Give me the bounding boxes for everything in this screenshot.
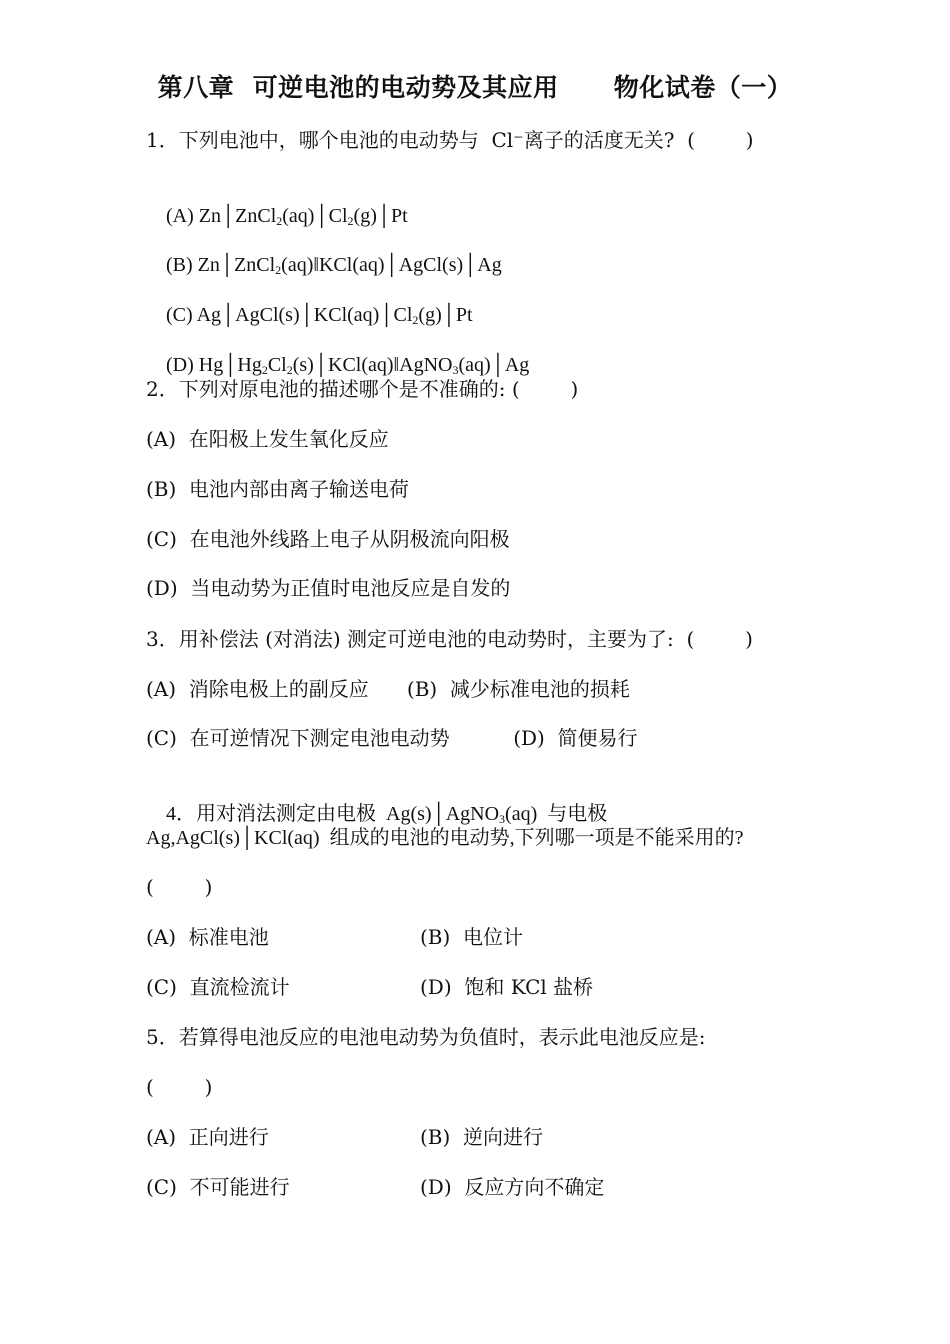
question-5-option-b: (B) 逆向进行 xyxy=(420,1125,544,1149)
question-4-option-c: (C) 直流检流计 xyxy=(146,975,290,999)
question-4-option-d: (D) 饱和 KCl 盐桥 xyxy=(420,975,594,999)
question-4-stem-line-2: Ag,AgCl(s)│KCl(aq) 组成的电池的电动势,下列哪一项是不能采用的? xyxy=(146,827,744,849)
question-1-option-b: (B) Zn│ZnCl$_2$(aq)‖KCl(aq)│AgCl(s)│Ag xyxy=(166,254,502,277)
question-5-option-d: (D) 反应方向不确定 xyxy=(420,1175,605,1199)
question-4-answer-blank: ( ) xyxy=(146,875,213,899)
question-4-option-b: (B) 电位计 xyxy=(420,925,524,949)
question-5-option-a: (A) 正向进行 xyxy=(146,1125,269,1149)
question-3-options-row-1: (A) 消除电极上的副反应 (B) 减少标准电池的损耗 xyxy=(146,677,630,701)
question-1-stem: 1．下列电池中，哪个电池的电动势与 Cl⁻离子的活度无关? ( ) xyxy=(146,128,754,152)
question-3-stem: 3．用补偿法 (对消法) 测定可逆电池的电动势时，主要为了: ( ) xyxy=(146,627,753,651)
question-4-stem: 4．用对消法测定由电极 Ag(s)│AgNO$_3$(aq) 与电极 xyxy=(166,803,608,826)
question-4-option-a: (A) 标准电池 xyxy=(146,925,269,949)
question-1-option-a: (A) $Zn│ZnCl_2(aq)│Cl_2(g)│Pt$ xyxy=(166,205,408,228)
question-5-option-c: (C) 不可能进行 xyxy=(146,1175,290,1199)
question-2-stem: 2．下列对原电池的描述哪个是不准确的: ( ) xyxy=(146,377,579,401)
question-2-option-c: (C) 在电池外线路上电子从阴极流向阳极 xyxy=(146,527,510,551)
option-label: (B) xyxy=(166,254,198,276)
question-2-option-a: (A) 在阳极上发生氧化反应 xyxy=(146,427,389,451)
question-1-option-d: (D) $Hg│Hg_2Cl_2(s)│KCl(aq)‖AgNO_3(aq)│Ag$ xyxy=(166,354,530,377)
question-1-option-c: (C) $Ag│AgCl(s)│KCl(aq)│Cl_2(g)│Pt$ xyxy=(166,304,473,327)
question-3-options-row-2: (C) 在可逆情况下测定电池电动势 (D) 简便易行 xyxy=(146,726,638,750)
page-title: 第八章 可逆电池的电动势及其应用 物化试卷（一） xyxy=(157,73,793,102)
question-2-option-b: (B) 电池内部由离子输送电荷 xyxy=(146,477,410,501)
option-label: (D) xyxy=(166,354,199,376)
question-2-option-d: (D) 当电动势为正值时电池反应是自发的 xyxy=(146,576,511,600)
option-label: (C) xyxy=(166,304,197,326)
option-label: (A) xyxy=(166,205,199,227)
question-5-answer-blank: ( ) xyxy=(146,1075,213,1099)
question-5-stem: 5．若算得电池反应的电池电动势为负值时，表示此电池反应是: xyxy=(146,1025,706,1049)
